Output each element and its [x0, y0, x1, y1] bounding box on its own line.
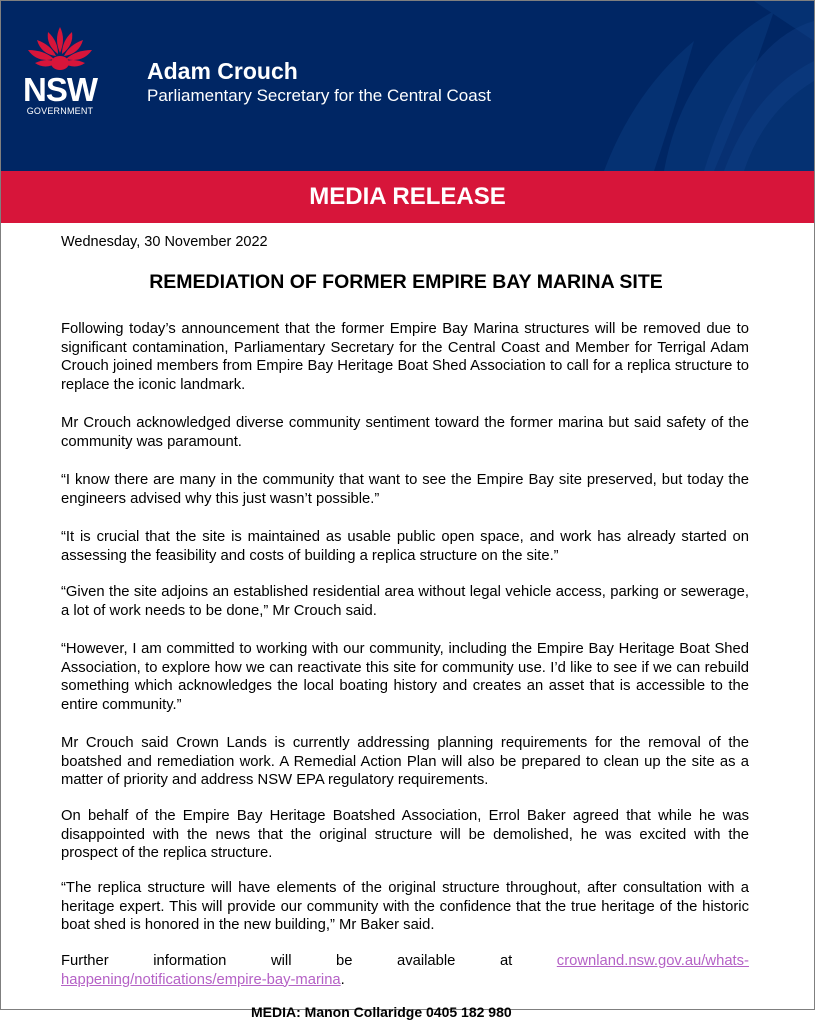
paragraph-8: On behalf of the Empire Bay Heritage Boatshed Association, Errol Baker agreed that while he was disappointed with the news that the original structure will be demolished, he was excited with the prospect of the replica structure. [61, 808, 749, 861]
further-information-paragraph [61, 952, 749, 989]
logo-subtitle: GOVERNMENT [26, 106, 94, 116]
word: information [153, 953, 227, 969]
waratah-icon [15, 23, 105, 75]
word: Further [61, 953, 109, 969]
paragraph-3: “I know there are many in the community that want to see the Empire Bay site preserved, but today the engineers advised why this just wasn’t possible.” [61, 472, 749, 507]
further-information-line-2 [61, 971, 749, 990]
word: available [397, 953, 456, 969]
release-date: Wednesday, 30 November 2022 [61, 234, 268, 250]
paragraph-7: Mr Crouch said Crown Lands is currently addressing planning requirements for the removal of the boatshed and remediation work. A Remedial Action Plan will also be prepared to clean up the site as a matter of priority and address NSW EPA regulatory requirements. [61, 735, 749, 788]
waratah-watermark-icon [514, 1, 814, 171]
paragraph-6: “However, I am committed to working with our community, including the Empire Bay Heritage Boat Shed Association, to explore how we can reactivate this site for community use. I’d like to see if we can rebuild something which acknowledges the local boating history and creates an asset that is accessible to the entire community.” [61, 641, 749, 713]
paragraph-9: “The replica structure will have elements of the original structure throughout, after consultation with a heritage expert. This will provide our community with the confidence that the true heritage of the historic boat shed is honored in the new building,” Mr Baker said. [61, 880, 749, 933]
crownland-link-part-1[interactable]: crownland.nsw.gov.au/whats- [556, 953, 749, 969]
nsw-government-logo [15, 23, 105, 119]
word: be [336, 953, 353, 969]
paragraph-2: Mr Crouch acknowledged diverse community sentiment toward the former marina but said safety of the community was paramount. [61, 415, 749, 450]
logo-wordmark: NSW [23, 71, 97, 108]
media-contact-cutoff: MEDIA: Manon Collaridge 0405 182 980 [251, 1004, 512, 1020]
paragraph-5: “Given the site adjoins an established residential area without legal vehicle access, parking or sewerage, a lot of work needs to be done,” Mr Crouch said. [61, 584, 749, 619]
word: at [499, 953, 513, 969]
minister-role: Parliamentary Secretary for the Central Coast [147, 86, 491, 105]
page-title: REMEDIATION OF FORMER EMPIRE BAY MARINA SITE [149, 271, 663, 293]
header-banner [1, 1, 814, 171]
sentence-end: . [340, 971, 345, 988]
paragraph-1: Following today’s announcement that the former Empire Bay Marina structures will be removed due to significant contamination, Parliamentary Secretary for the Central Coast and Member for Terrigal Adam Crouch joined members from Empire Bay Heritage Boat Shed Association to call for a replica structure to replace the iconic landmark. [61, 321, 749, 393]
further-information-line [61, 952, 749, 971]
minister-name: Adam Crouch [147, 58, 298, 84]
paragraph-4: “It is crucial that the site is maintained as usable public open space, and work has already started on assessing the feasibility and costs of building a replica structure on the site.” [61, 529, 749, 564]
media-release-label: MEDIA RELEASE [309, 183, 506, 210]
word: will [270, 953, 292, 969]
crownland-link-part-2[interactable]: happening/notifications/empire-bay-marina [61, 971, 341, 988]
media-release-bar [1, 171, 814, 223]
